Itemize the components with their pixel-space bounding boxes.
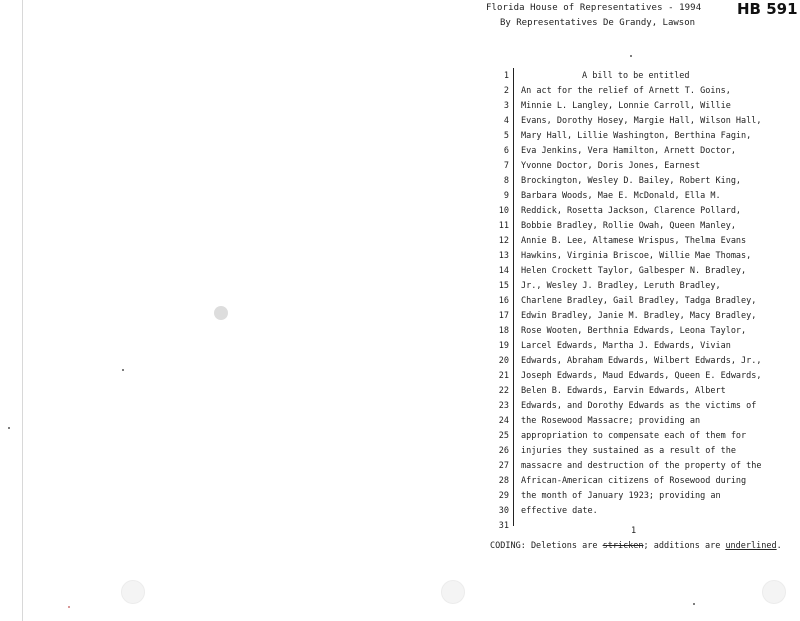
line-number: 17 bbox=[498, 311, 509, 321]
line-number: 31 bbox=[498, 521, 509, 531]
line-number: 13 bbox=[498, 251, 509, 261]
line-number: 28 bbox=[498, 476, 509, 486]
bill-text-line: Edwin Bradley, Janie M. Bradley, Macy Bradley, bbox=[521, 311, 757, 321]
line-number: 6 bbox=[503, 146, 509, 156]
line-number: 11 bbox=[498, 221, 509, 231]
line-number: 18 bbox=[498, 326, 509, 336]
line-number: 7 bbox=[503, 161, 509, 171]
punch-hole bbox=[121, 580, 145, 604]
line-number: 29 bbox=[498, 491, 509, 501]
line-number: 8 bbox=[503, 176, 509, 186]
bill-text-line: Hawkins, Virginia Briscoe, Willie Mae Thomas, bbox=[521, 251, 752, 261]
scan-speck bbox=[693, 603, 695, 605]
line-number: 15 bbox=[498, 281, 509, 291]
line-number: 27 bbox=[498, 461, 509, 471]
bill-text-line: Charlene Bradley, Gail Bradley, Tadga Bradley, bbox=[521, 296, 757, 306]
line-number: 16 bbox=[498, 296, 509, 306]
punch-hole bbox=[762, 580, 786, 604]
bill-text-line: Belen B. Edwards, Earvin Edwards, Albert bbox=[521, 386, 726, 396]
bill-text-line: Helen Crockett Taylor, Galbesper N. Bradley, bbox=[521, 266, 747, 276]
bill-text-line: the Rosewood Massacre; providing an bbox=[521, 416, 701, 426]
coding-mid: ; additions are bbox=[643, 541, 726, 551]
line-number: 12 bbox=[498, 236, 509, 246]
bill-title-line: A bill to be entitled bbox=[582, 71, 690, 81]
line-number: 22 bbox=[498, 386, 509, 396]
bill-text-line: Annie B. Lee, Altamese Wrispus, Thelma Evans bbox=[521, 236, 747, 246]
line-number: 19 bbox=[498, 341, 509, 351]
scan-smudge bbox=[214, 306, 228, 320]
bill-text-line: Edwards, Abraham Edwards, Wilbert Edwards, Jr., bbox=[521, 356, 762, 366]
bill-text-line: Reddick, Rosetta Jackson, Clarence Pollard, bbox=[521, 206, 742, 216]
line-number: 1 bbox=[503, 71, 509, 81]
bill-text-line: Joseph Edwards, Maud Edwards, Queen E. Edwards, bbox=[521, 371, 762, 381]
bill-text-line: injuries they sustained as a result of the bbox=[521, 446, 736, 456]
bill-text-line: Barbara Woods, Mae E. McDonald, Ella M. bbox=[521, 191, 721, 201]
coding-stricken: stricken bbox=[602, 541, 644, 551]
coding-prefix: CODING: Deletions are bbox=[490, 541, 603, 551]
line-number-column bbox=[487, 68, 514, 531]
scan-speck bbox=[630, 55, 632, 57]
line-number: 26 bbox=[498, 446, 509, 456]
coding-legend bbox=[490, 541, 782, 551]
line-number: 3 bbox=[503, 101, 509, 111]
line-number: 9 bbox=[503, 191, 509, 201]
scan-speck bbox=[122, 369, 124, 371]
bill-text-line: Jr., Wesley J. Bradley, Leruth Bradley, bbox=[521, 281, 721, 291]
scan-speck bbox=[8, 427, 10, 429]
line-number: 24 bbox=[498, 416, 509, 426]
line-number: 20 bbox=[498, 356, 509, 366]
line-number: 30 bbox=[498, 506, 509, 516]
bill-text-line: African-American citizens of Rosewood during bbox=[521, 476, 747, 486]
bill-text-line: Mary Hall, Lillie Washington, Berthina Fagin, bbox=[521, 131, 752, 141]
bill-text-line: An act for the relief of Arnett T. Goins, bbox=[521, 86, 731, 96]
scan-speck bbox=[68, 606, 70, 608]
bill-text-line: Rose Wooten, Berthnia Edwards, Leona Taylor, bbox=[521, 326, 747, 336]
page-edge-line bbox=[22, 0, 23, 621]
line-number: 5 bbox=[503, 131, 509, 141]
bill-text-line: Minnie L. Langley, Lonnie Carroll, Willie bbox=[521, 101, 731, 111]
sponsors-header: By Representatives De Grandy, Lawson bbox=[500, 18, 696, 28]
line-number: 10 bbox=[498, 206, 509, 216]
bill-text-line: effective date. bbox=[521, 506, 598, 516]
line-number: 14 bbox=[498, 266, 509, 276]
bill-text-line: appropriation to compensate each of them for bbox=[521, 431, 747, 441]
page-number: 1 bbox=[631, 526, 637, 536]
line-number: 25 bbox=[498, 431, 509, 441]
bill-text-line: Yvonne Doctor, Doris Jones, Earnest bbox=[521, 161, 701, 171]
bill-text-line: Evans, Dorothy Hosey, Margie Hall, Wilson Hall, bbox=[521, 116, 762, 126]
bill-text-line: Edwards, and Dorothy Edwards as the victims of bbox=[521, 401, 757, 411]
punch-hole bbox=[441, 580, 465, 604]
bill-text-line: the month of January 1923; providing an bbox=[521, 491, 721, 501]
bill-text-line: Larcel Edwards, Martha J. Edwards, Vivian bbox=[521, 341, 731, 351]
coding-underlined: underlined bbox=[725, 541, 777, 551]
line-number: 23 bbox=[498, 401, 509, 411]
bill-text-line: massacre and destruction of the property of the bbox=[521, 461, 762, 471]
bill-number: HB 591 bbox=[737, 0, 798, 18]
line-number: 2 bbox=[503, 86, 509, 96]
chamber-header: Florida House of Representatives - 1994 bbox=[486, 3, 702, 13]
bill-text-line: Bobbie Bradley, Rollie Owah, Queen Manley, bbox=[521, 221, 736, 231]
coding-end: . bbox=[776, 541, 782, 551]
bill-text-line: Eva Jenkins, Vera Hamilton, Arnett Doctor, bbox=[521, 146, 736, 156]
line-number: 4 bbox=[503, 116, 509, 126]
line-number: 21 bbox=[498, 371, 509, 381]
bill-text-line: Brockington, Wesley D. Bailey, Robert King, bbox=[521, 176, 742, 186]
